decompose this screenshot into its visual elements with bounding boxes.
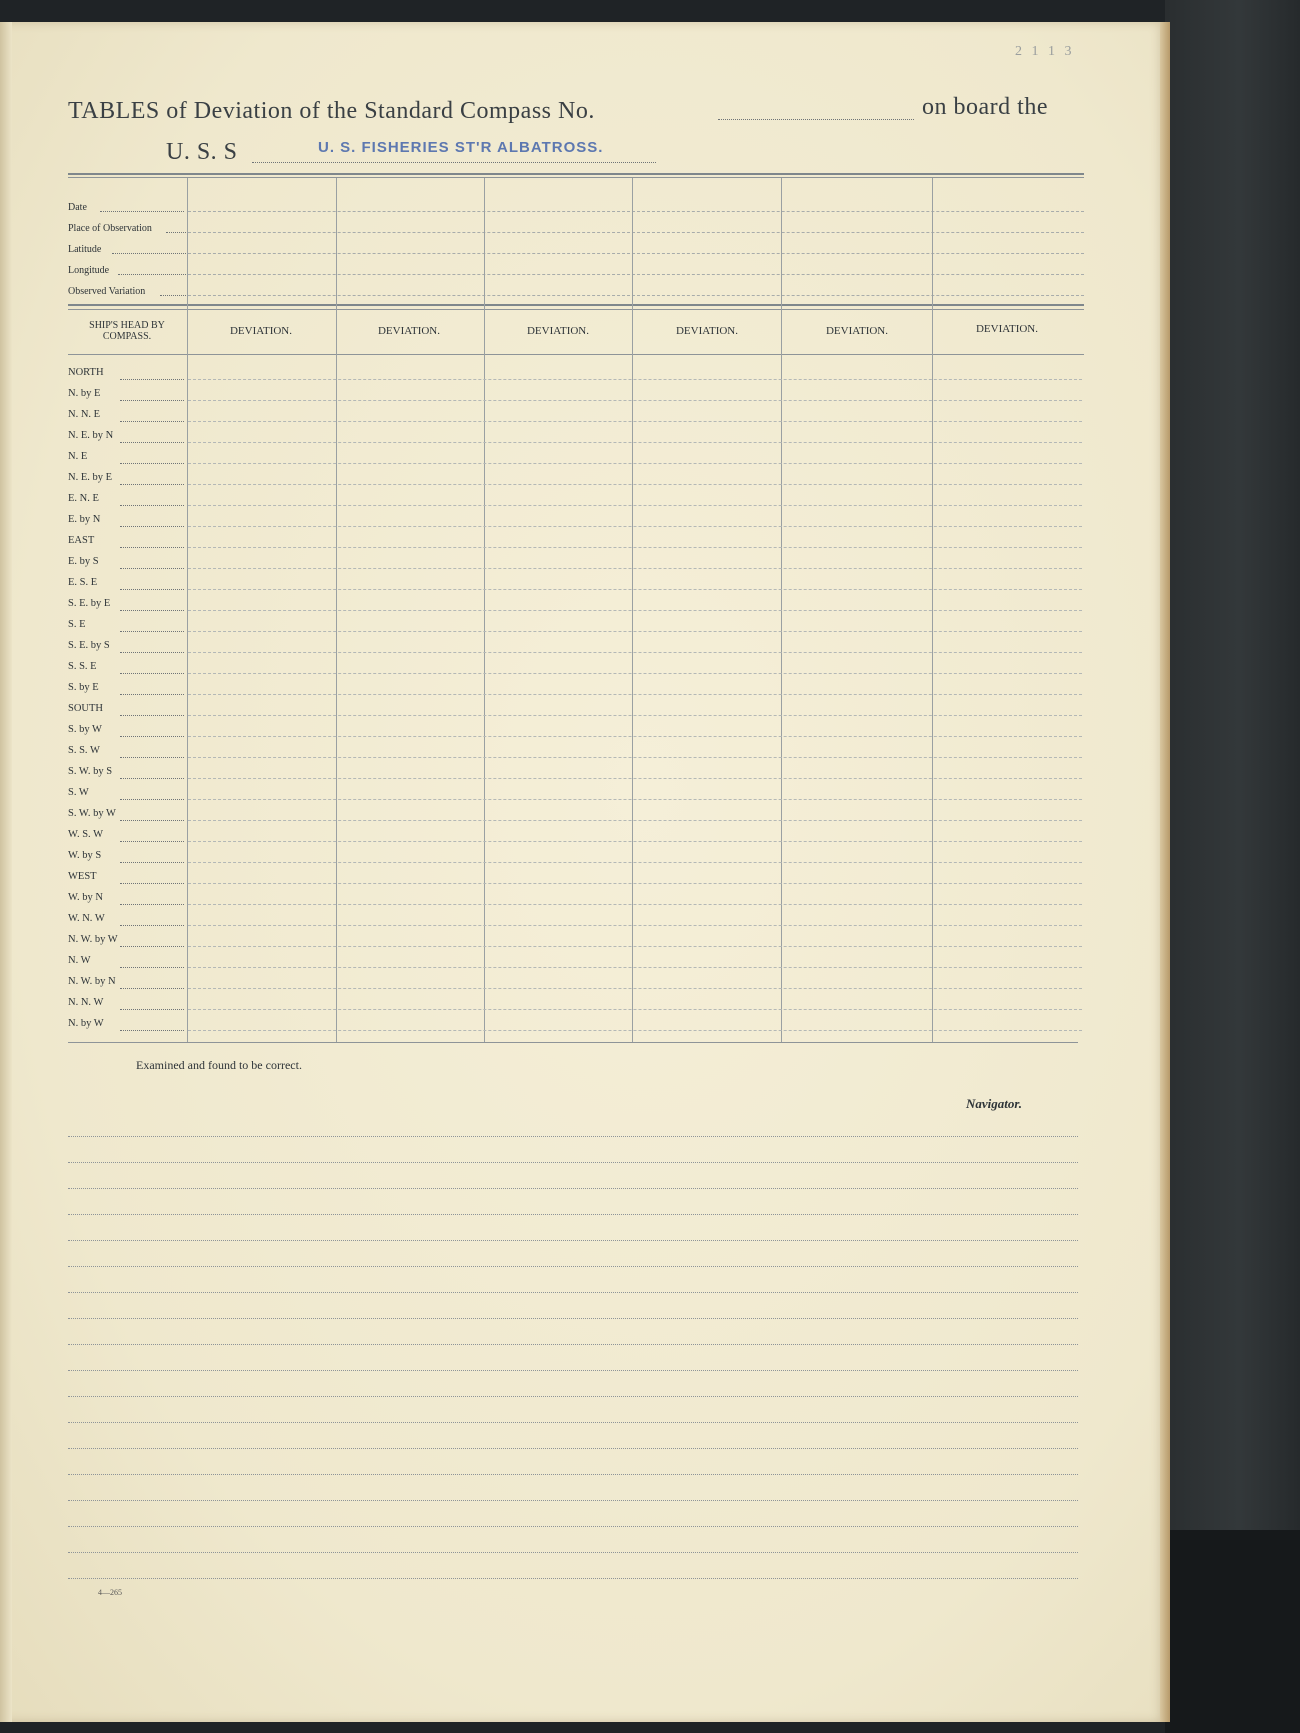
- observation-label: Latitude: [68, 244, 102, 255]
- compass-point-label: S. W: [68, 787, 89, 798]
- observation-leader: [100, 211, 184, 212]
- observation-line: [188, 295, 1084, 296]
- top-rule: [68, 173, 1084, 175]
- compass-point-leader: [120, 505, 184, 506]
- compass-point-leader: [120, 568, 184, 569]
- compass-point-leader: [120, 946, 184, 947]
- deviation-entry-line: [188, 526, 1082, 527]
- ship-name-stamp: U. S. FISHERIES ST'R ALBATROSS.: [318, 139, 604, 156]
- note-line: [68, 1578, 1078, 1579]
- note-line: [68, 1188, 1078, 1189]
- compass-point-label: S. E. by S: [68, 640, 110, 651]
- document-page: [6, 22, 1166, 1722]
- examined-statement: Examined and found to be correct.: [136, 1058, 302, 1072]
- note-line: [68, 1136, 1078, 1137]
- page-edge: [1160, 22, 1170, 1722]
- compass-point-leader: [120, 925, 184, 926]
- compass-point-label: S. E. by E: [68, 598, 111, 609]
- observation-label: Observed Variation: [68, 286, 146, 297]
- form-number: 4—265: [98, 1588, 122, 1597]
- compass-point-leader: [120, 547, 184, 548]
- observation-label: Place of Observation: [68, 223, 152, 234]
- compass-point-label: E. S. E: [68, 577, 98, 588]
- deviation-header: DEVIATION.: [675, 325, 738, 337]
- compass-point-label: S. by W: [68, 724, 102, 735]
- observation-label: Date: [68, 202, 87, 213]
- compass-point-leader: [120, 799, 184, 800]
- compass-point-leader: [120, 967, 184, 968]
- compass-point-leader: [120, 463, 184, 464]
- deviation-header: DEVIATION.: [229, 325, 292, 337]
- compass-point-label: E. N. E: [68, 493, 99, 504]
- navigator-label: Navigator.: [966, 1096, 1022, 1111]
- compass-point-leader: [120, 1030, 184, 1031]
- compass-point-label: NORTH: [68, 367, 104, 378]
- compass-point-leader: [120, 694, 184, 695]
- deviation-entry-line: [188, 757, 1082, 758]
- observation-line: [188, 274, 1084, 275]
- table-bottom-rule: [68, 1042, 1078, 1043]
- compass-point-leader: [120, 988, 184, 989]
- compass-point-leader: [120, 1009, 184, 1010]
- note-line: [68, 1162, 1078, 1163]
- compass-point-leader: [120, 379, 184, 380]
- compass-point-leader: [120, 883, 184, 884]
- deviation-entry-line: [188, 967, 1082, 968]
- deviation-entry-line: [188, 505, 1082, 506]
- deviation-entry-line: [188, 589, 1082, 590]
- compass-point-leader: [120, 757, 184, 758]
- compass-point-leader: [120, 904, 184, 905]
- deviation-entry-line: [188, 946, 1082, 947]
- deviation-entry-line: [188, 715, 1082, 716]
- note-line: [68, 1526, 1078, 1527]
- compass-point-label: W. S. W: [68, 829, 104, 840]
- background-right: [1165, 0, 1300, 1733]
- note-line: [68, 1552, 1078, 1553]
- ships-head-header: SHIP'S HEAD BY COMPASS.: [89, 320, 165, 342]
- compass-point-leader: [120, 484, 184, 485]
- note-line: [68, 1240, 1078, 1241]
- compass-point-label: N. E. by E: [68, 472, 113, 483]
- deviation-entry-line: [188, 925, 1082, 926]
- deviation-entry-line: [188, 379, 1082, 380]
- deviation-header: DEVIATION.: [825, 325, 888, 337]
- deviation-entry-line: [188, 799, 1082, 800]
- compass-point-leader: [120, 736, 184, 737]
- deviation-entry-line: [188, 988, 1082, 989]
- note-line: [68, 1214, 1078, 1215]
- compass-point-leader: [120, 673, 184, 674]
- compass-point-leader: [120, 652, 184, 653]
- deviation-entry-line: [188, 883, 1082, 884]
- uss-label: U. S. S: [166, 139, 238, 165]
- note-line: [68, 1344, 1078, 1345]
- observation-leader: [112, 253, 186, 254]
- compass-point-label: SOUTH: [68, 703, 104, 714]
- compass-point-leader: [120, 841, 184, 842]
- deviation-entry-line: [188, 694, 1082, 695]
- compass-point-leader: [120, 610, 184, 611]
- observation-leader: [118, 274, 186, 275]
- observation-leader: [166, 232, 186, 233]
- compass-point-label: N. N. E: [68, 409, 101, 420]
- compass-point-label: S. S. W: [68, 745, 100, 756]
- observation-leader: [160, 295, 186, 296]
- note-line: [68, 1500, 1078, 1501]
- compass-point-label: N. W: [68, 955, 91, 966]
- compass-point-label: W. N. W: [68, 913, 105, 924]
- compass-point-label: W. by S: [68, 850, 102, 861]
- deviation-entry-line: [188, 610, 1082, 611]
- compass-point-label: N. N. W: [68, 997, 104, 1008]
- binding: [0, 22, 12, 1722]
- deviation-entry-line: [188, 904, 1082, 905]
- deviation-entry-line: [188, 652, 1082, 653]
- compass-point-leader: [120, 778, 184, 779]
- compass-point-label: S. by E: [68, 682, 99, 693]
- compass-point-label: EAST: [68, 535, 95, 546]
- deviation-entry-line: [188, 568, 1082, 569]
- title-part2: on board the: [922, 94, 1048, 120]
- compass-point-leader: [120, 715, 184, 716]
- compass-point-label: S. S. E: [68, 661, 97, 672]
- compass-point-leader: [120, 421, 184, 422]
- observation-line: [188, 232, 1084, 233]
- compass-point-label: E. by S: [68, 556, 99, 567]
- note-line: [68, 1370, 1078, 1371]
- compass-point-leader: [120, 589, 184, 590]
- deviation-entry-line: [188, 862, 1082, 863]
- compass-point-leader: [120, 820, 184, 821]
- title-part1: TABLES of Deviation of the Standard Compass No.: [68, 98, 595, 124]
- deviation-entry-line: [188, 1030, 1082, 1031]
- deviation-entry-line: [188, 820, 1082, 821]
- compass-point-label: N. by E: [68, 388, 101, 399]
- compass-point-leader: [120, 862, 184, 863]
- deviation-entry-line: [188, 463, 1082, 464]
- deviation-entry-line: [188, 736, 1082, 737]
- note-line: [68, 1292, 1078, 1293]
- compass-point-label: S. W. by S: [68, 766, 113, 777]
- compass-point-label: N. W. by W: [68, 934, 118, 945]
- deviation-entry-line: [188, 631, 1082, 632]
- note-line: [68, 1396, 1078, 1397]
- compass-point-label: N. by W: [68, 1018, 104, 1029]
- compass-point-label: S. W. by W: [68, 808, 116, 819]
- observation-label: Longitude: [68, 265, 110, 276]
- deviation-entry-line: [188, 421, 1082, 422]
- compass-point-leader: [120, 442, 184, 443]
- compass-point-label: E. by N: [68, 514, 101, 525]
- corner-mark: 2 1 1 3: [1015, 44, 1075, 59]
- compass-point-leader: [120, 400, 184, 401]
- deviation-entry-line: [188, 442, 1082, 443]
- deviation-entry-line: [188, 841, 1082, 842]
- deviation-entry-line: [188, 778, 1082, 779]
- observation-line: [188, 253, 1084, 254]
- note-line: [68, 1448, 1078, 1449]
- deviation-entry-line: [188, 1009, 1082, 1010]
- compass-point-label: WEST: [68, 871, 97, 882]
- background-band: [1165, 1530, 1300, 1733]
- compass-point-label: N. E: [68, 451, 88, 462]
- deviation-header: DEVIATION.: [377, 325, 440, 337]
- deviation-header: DEVIATION.: [975, 323, 1038, 335]
- deviation-entry-line: [188, 673, 1082, 674]
- note-line: [68, 1266, 1078, 1267]
- note-line: [68, 1474, 1078, 1475]
- note-line: [68, 1422, 1078, 1423]
- deviation-header: DEVIATION.: [526, 325, 589, 337]
- compass-point-leader: [120, 631, 184, 632]
- deviation-entry-line: [188, 400, 1082, 401]
- compass-point-label: W. by N: [68, 892, 103, 903]
- compass-number-line: [718, 119, 914, 120]
- compass-point-label: S. E: [68, 619, 86, 630]
- note-line: [68, 1318, 1078, 1319]
- compass-point-label: N. W. by N: [68, 976, 116, 987]
- deviation-entry-line: [188, 547, 1082, 548]
- observation-line: [188, 211, 1084, 212]
- ship-name-line: [252, 162, 656, 163]
- compass-point-label: N. E. by N: [68, 430, 114, 441]
- deviation-entry-line: [188, 484, 1082, 485]
- compass-point-leader: [120, 526, 184, 527]
